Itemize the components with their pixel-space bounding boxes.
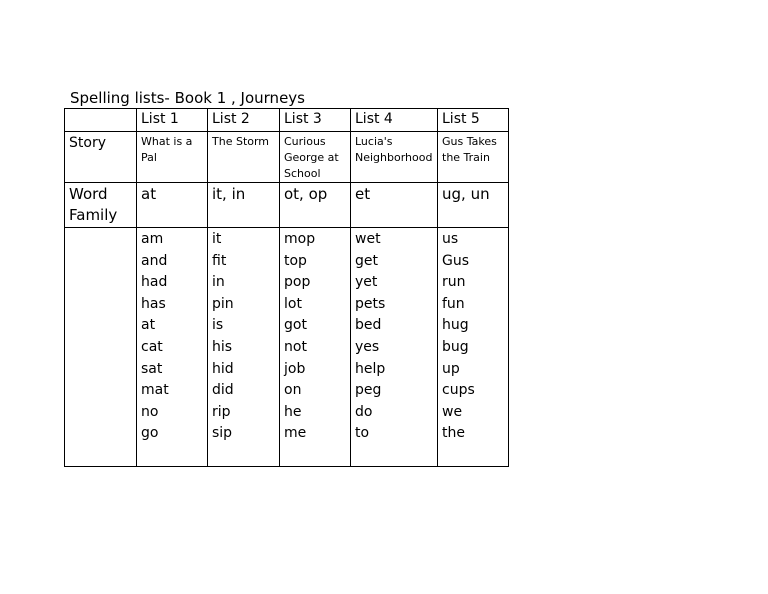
spelling-word: top <box>284 252 307 269</box>
list-header: List 4 <box>351 109 438 132</box>
spelling-word: did <box>212 382 234 399</box>
word-family-value: ot, op <box>280 183 351 228</box>
spelling-word: hug <box>442 317 469 334</box>
list-header: List 5 <box>438 109 509 132</box>
spelling-word: do <box>355 403 373 420</box>
list-header: List 3 <box>280 109 351 132</box>
story-label: Story <box>65 132 137 183</box>
spelling-word: fun <box>442 295 465 312</box>
story-title: Curious George at School <box>280 132 351 183</box>
word-list <box>280 228 351 467</box>
list-header: List 1 <box>137 109 208 132</box>
word-list <box>351 228 438 467</box>
spelling-word: help <box>355 360 386 377</box>
spelling-word: to <box>355 425 370 442</box>
words-row <box>65 228 509 467</box>
spelling-word: sat <box>141 360 163 377</box>
spelling-word: had <box>141 274 168 291</box>
spelling-word: run <box>442 274 466 291</box>
story-title: The Storm <box>208 132 280 183</box>
spelling-word: fit <box>212 252 227 269</box>
spelling-word: am <box>141 231 164 247</box>
spelling-word: is <box>212 317 224 334</box>
spelling-word: no <box>141 403 159 420</box>
spelling-word: has <box>141 295 166 312</box>
words-label-cell <box>65 228 137 467</box>
word-family-value: ug, un <box>438 183 509 228</box>
spelling-word: bug <box>442 338 469 355</box>
spelling-word: cat <box>141 338 163 355</box>
spelling-word: peg <box>355 382 382 399</box>
spelling-word: pin <box>212 295 234 312</box>
spelling-word: Gus <box>442 252 470 269</box>
spelling-word: lot <box>284 295 302 312</box>
spelling-word: we <box>442 403 463 420</box>
spelling-lists-table <box>64 108 509 467</box>
spelling-word: and <box>141 252 168 269</box>
story-title: Lucia's Neighborhood <box>351 132 438 183</box>
spelling-word: pets <box>355 295 386 312</box>
word-list <box>208 228 280 467</box>
spelling-word: mat <box>141 382 169 399</box>
document-title: Spelling lists- Book 1 , Journeys <box>70 89 305 107</box>
corner-cell <box>65 109 137 132</box>
spelling-word: me <box>284 425 307 442</box>
spelling-word: he <box>284 403 302 420</box>
word-list <box>438 228 509 467</box>
story-row <box>65 132 509 183</box>
spelling-word: sip <box>212 425 233 442</box>
spelling-word: on <box>284 382 302 399</box>
story-title: Gus Takes the Train <box>438 132 509 183</box>
spelling-word: hid <box>212 360 234 377</box>
word-family-value: at <box>137 183 208 228</box>
word-family-row <box>65 183 509 228</box>
spelling-word: get <box>355 252 378 269</box>
spelling-word: in <box>212 274 225 291</box>
spelling-word: cups <box>442 382 475 399</box>
word-family-value: it, in <box>208 183 280 228</box>
story-title: What is a Pal <box>137 132 208 183</box>
word-family-label: Word Family <box>65 183 137 228</box>
spelling-word: got <box>284 317 307 334</box>
spelling-word: pop <box>284 274 311 291</box>
spelling-word: the <box>442 425 465 442</box>
spelling-word: up <box>442 360 460 377</box>
spelling-word: go <box>141 425 159 442</box>
spelling-word: not <box>284 338 307 355</box>
spelling-word: job <box>284 360 306 377</box>
spelling-word: it <box>212 231 222 247</box>
spelling-word: bed <box>355 317 382 334</box>
spelling-word: us <box>442 231 459 247</box>
spelling-word: mop <box>284 231 316 247</box>
list-header: List 2 <box>208 109 280 132</box>
spelling-word: at <box>141 317 156 334</box>
spelling-word: yes <box>355 338 380 355</box>
header-row <box>65 109 509 132</box>
spelling-word: rip <box>212 403 231 420</box>
spelling-word: his <box>212 338 233 355</box>
word-list <box>137 228 208 467</box>
word-family-value: et <box>351 183 438 228</box>
spelling-word: wet <box>355 231 381 247</box>
spelling-word: yet <box>355 274 378 291</box>
